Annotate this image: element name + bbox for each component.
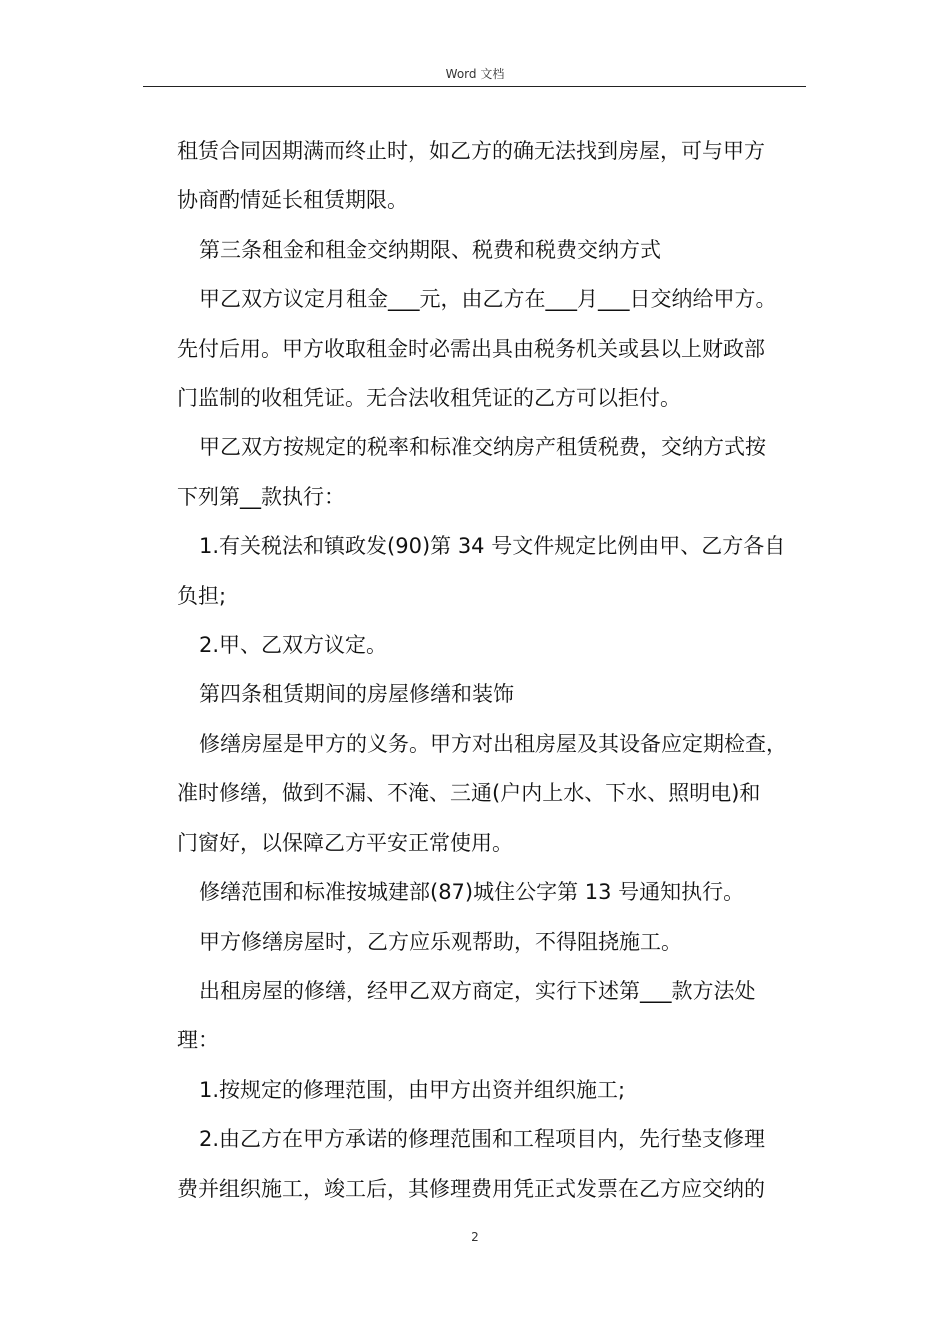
text-line: 下列第__款执行： xyxy=(177,484,345,509)
text-line: 第三条租金和租金交纳期限、税费和税费交纳方式 xyxy=(199,237,661,262)
document-body xyxy=(177,127,817,1214)
text-line: 2.甲、乙双方议定。 xyxy=(199,633,388,658)
text-line: 1.有关税法和镇政发(90)第 34 号文件规定比例由甲、乙方各自 xyxy=(199,534,786,559)
text-line: 理： xyxy=(177,1028,219,1053)
text-line: 准时修缮，做到不漏、不淹、三通(户内上水、下水、照明电)和 xyxy=(177,781,761,806)
page-number: 2 xyxy=(471,1230,479,1244)
text-line: 2.由乙方在甲方承诺的修理范围和工程项目内，先行垫支修理 xyxy=(199,1127,766,1152)
text-line: 费并组织施工，竣工后，其修理费用凭正式发票在乙方应交纳的 xyxy=(177,1176,765,1201)
header-divider xyxy=(143,86,806,87)
text-line: 门窗好，以保障乙方平安正常使用。 xyxy=(177,830,513,855)
text-line: 修缮房屋是甲方的义务。甲方对出租房屋及其设备应定期检查， xyxy=(199,731,787,756)
text-line: 甲乙双方议定月租金___元，由乙方在___月___日交纳给甲方。 xyxy=(199,287,777,312)
text-line: 先付后用。甲方收取租金时必需出具由税务机关或县以上财政部 xyxy=(177,336,765,361)
text-line: 第四条租赁期间的房屋修缮和装饰 xyxy=(199,682,514,707)
page-header: Word 文档 xyxy=(445,67,505,81)
text-line: 修缮范围和标准按城建部(87)城住公字第 13 号通知执行。 xyxy=(199,880,745,905)
text-line: 负担; xyxy=(177,583,227,608)
text-line: 1.按规定的修理范围，由甲方出资并组织施工; xyxy=(199,1077,626,1102)
text-line: 甲方修缮房屋时，乙方应乐观帮助，不得阻挠施工。 xyxy=(199,929,682,954)
text-line: 甲乙双方按规定的税率和标准交纳房产租赁税费，交纳方式按 xyxy=(199,435,766,460)
text-line: 门监制的收租凭证。无合法收租凭证的乙方可以拒付。 xyxy=(177,386,681,411)
text-line: 协商酌情延长租赁期限。 xyxy=(177,188,408,213)
text-line: 出租房屋的修缮，经甲乙双方商定，实行下述第___款方法处 xyxy=(199,978,756,1003)
text-line: 租赁合同因期满而终止时，如乙方的确无法找到房屋，可与甲方 xyxy=(177,139,765,163)
